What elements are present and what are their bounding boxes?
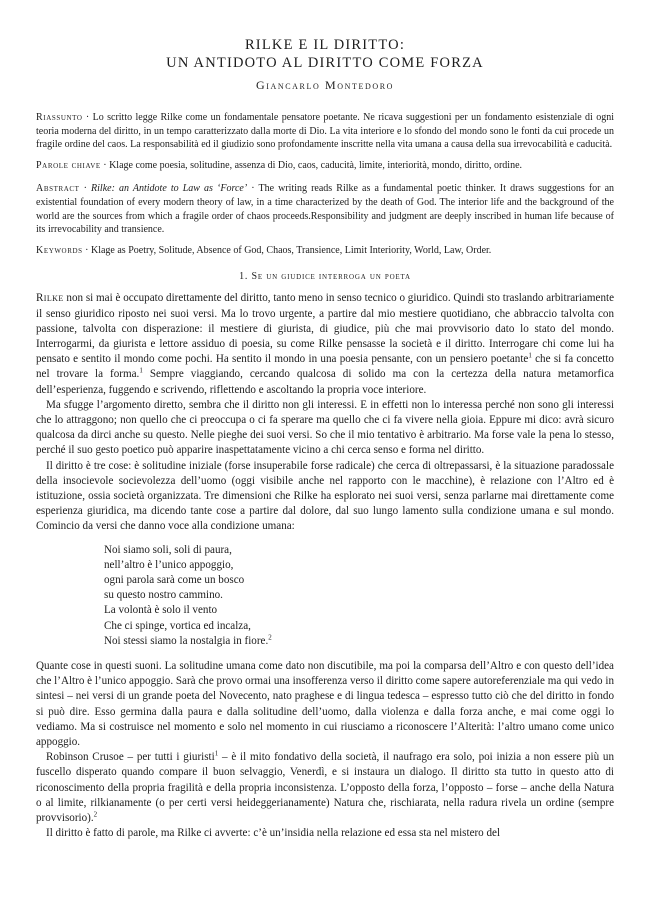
title-line-1: RILKE E IL DIRITTO: (244, 37, 406, 53)
riassunto-text: Lo scritto legge Rilke come un fondamentale pensatore poetante. Ne ricava suggestioni per un fondamento esistenziale di ogni teoria moderna del diritto, in un tempo caratterizzato dalla morte di Dio. La vita interiore e lo sfondo del mondo sono le fonti da cui procede un fragile ordine del caos. La responsabilità ed il giudizio sono profondamente inscritte nella vita umana a causa della sua irrevocabilità e caducità. (36, 112, 614, 151)
keywords-label: Keywords (36, 244, 83, 256)
page (36, 36, 614, 841)
abstract-title: Rilke: an Antidote to Law as ‘Force’ (91, 183, 248, 195)
title-line-2: UN ANTIDOTO AL DIRITTO COME FORZA (166, 55, 484, 71)
poem-line: La volontà è solo il vento (104, 604, 218, 617)
keywords-text: Klage as Poetry, Solitude, Absence of God, Chaos, Transience, Limit Interiority, World, Law, Order. (90, 244, 492, 256)
paragraph-3: Il diritto è tre cose: è solitudine iniziale (forse insuperabile forse radicale) che cerca di oltrepassarsi, è la situazione paradossale della insocievole socievolezza dell’uomo (oggi visibile anche nel rapporto con le macchine), è relazione con l’Altro ed è istituzione, ossia società organizzata. Tre dimensioni che Rilke ha esplorato nei suoi versi, senza parlarne mai direttamente come esperienza giuridica, ma dicendo tante cose a partire dal dolore, dal suo lungo lamento sulla condizione umana e sul mondo. Comincio da versi che danno voce alla condizione umana: (36, 459, 614, 533)
footnote-ref[interactable]: 1 (214, 749, 219, 758)
footnote-ref[interactable]: 1 (139, 366, 143, 375)
poem-line: ogni parola sarà come un bosco (104, 574, 245, 586)
paragraph-2: Ma sfugge l’argomento diretto, sembra che il diritto non gli interessi. E in effetti non lo interessa perché non sono gli interessi che lo attraggono; non quello che ci preoccupa o ci fa sperare ma quello che ci fa vivere nella gioia. Eppure mi dico: avrà sicuro qualcosa da dirci anche su questo. Nelle pieghe dei suoi versi. So che il mio tentativo è arbitrario. Ma forse vale la pena lo stesso, perché il suo gesto poetico può apparire inaspettatamente vicino a chi cerca senso e forma nel diritto. (36, 398, 614, 457)
abstract-block (36, 182, 614, 236)
riassunto-label: Riassunto (36, 112, 83, 123)
paragraph-1 (36, 291, 614, 397)
riassunto-separator: · (82, 112, 93, 123)
keywords-separator: · (82, 244, 91, 256)
abstract-text: · The writing reads Rilke as a fundamental poetic thinker. It draws suggestions for an existential foundation of every modern theory of law, in a time characterized by the death of God. The interior life and the background of the world are the sources from which a fragile order of chaos proceeds.Responsibility and judgment are deeply inscribed in human life because of its irrevocability and transience. (36, 183, 615, 236)
article-title (36, 36, 614, 72)
poem-line: Noi stessi siamo la nostalgia in fiore. (104, 634, 269, 647)
article-body (36, 291, 614, 841)
riassunto-block (36, 111, 614, 152)
poem-line: nell’altro è l’unico appoggio, (104, 558, 234, 571)
parole-chiave-text: Klage come poesia, solitudine, assenza di Dio, caos, caducità, limite, interiorità, mondo, diritto, ordine. (109, 159, 523, 171)
paragraph-5-text-b: – è il mito fondativo della società, il naufrago era solo, poi inizia a non essere più un fuscello disperato quando compare il buon selvaggio, Venerdì, e si instaura un dialogo. Il diritto sta tutto in questo atto di riconoscimento della propria fragilità e della propria inconsistenza. L’opposto della forza, l’opposto – forse – anche della Natura o al limite, rilkianamente (o per certi versi heideggerianamente) Natura che, rischiarata, nella radura rivela un ordine (sempre provvisorio). (36, 751, 614, 825)
poem-line: Che ci spinge, vortica ed incalza, (104, 619, 251, 632)
parole-chiave-label: Parole chiave (36, 159, 101, 171)
parole-chiave-block (36, 159, 614, 173)
paragraph-6: Il diritto è fatto di parole, ma Rilke ci avverte: c’è un’insidia nella relazione ed essa sta nel mistero del (46, 827, 501, 840)
paragraph-1-lead: Rilke (36, 292, 64, 305)
poem-quote (104, 543, 614, 649)
paragraph-1-text-c: Sempre viaggiando, cercando qualcosa di solido ma con la certezza della natura metamorfica dell’esperienza, fuggendo e scrivendo, riflettendo e ascoltando la propria voce interiore. (36, 368, 614, 396)
paragraph-5-text-a: Robinson Crusoe – per tutti i giuristi (46, 751, 215, 764)
abstract-label: Abstract (36, 183, 80, 195)
footnote-ref[interactable]: 2 (93, 810, 98, 819)
paragraph-4: Quante cose in questi suoni. La solitudine umana come dato non discutibile, ma poi la comparsa dell’Altro e con questo dell’idea che l’Altro è l’unico appoggio. Sarà che provo ormai una insofferenza verso il diritto come sapere autoreferenziale ma qui vedo in sintesi – nei versi di un grande poeta del Novecento, nato praghese e di lingua tedesca – espresso tutto ciò che del diritto in fondo si può dire. Esso germina dalla paura e dalla solitudine dell’uomo, dalla violenza e dalla forza anche, e mai come oggi lo vediamo. Ma si costruisce nel momento e solo nel momento in cui riusciamo a riconoscere l’Alterità: l’altro umano come unico appoggio. (36, 660, 614, 749)
abstract-separator: · (79, 183, 92, 195)
parole-chiave-separator: · (100, 159, 110, 171)
poem-line-last (104, 634, 614, 649)
poem-line: Noi siamo soli, soli di paura, (104, 543, 232, 556)
author-name: Giancarlo Montedoro (255, 78, 395, 92)
footnote-ref[interactable]: 1 (528, 351, 532, 360)
section-heading: 1. Se un giudice interroga un poeta (239, 271, 411, 283)
keywords-block (36, 244, 614, 258)
poem-line: su questo nostro cammino. (104, 589, 223, 602)
paragraph-5 (36, 750, 614, 826)
footnote-ref[interactable]: 2 (268, 633, 272, 642)
paragraph-1-text-a: non si mai è occupato direttamente del diritto, tanto meno in senso tecnico o giuridico. Quindi sto traslando arbitrariamente il senso giuridico riposto nei suoi versi. Ma lo trovo urgente, a partire dal mio mestiere quotidiano, che abbraccio talvolta con passione, talvolta con disperazione: il mestiere di giurista, di giudice, più che mai provvisorio dato lo stato del mondo. Interrogarmi, da giurista e lettore assiduo di poesia, su come Rilke pensasse la società e il diritto. Interrogare chi come lui ha pensato e sentito il mondo come pochi. Ha sentito il mondo in una poesia pensante, con un pensiero poetante (36, 292, 614, 366)
paragraph-1-text-b: che si fa concetto nel trovare la forma. (36, 353, 614, 381)
